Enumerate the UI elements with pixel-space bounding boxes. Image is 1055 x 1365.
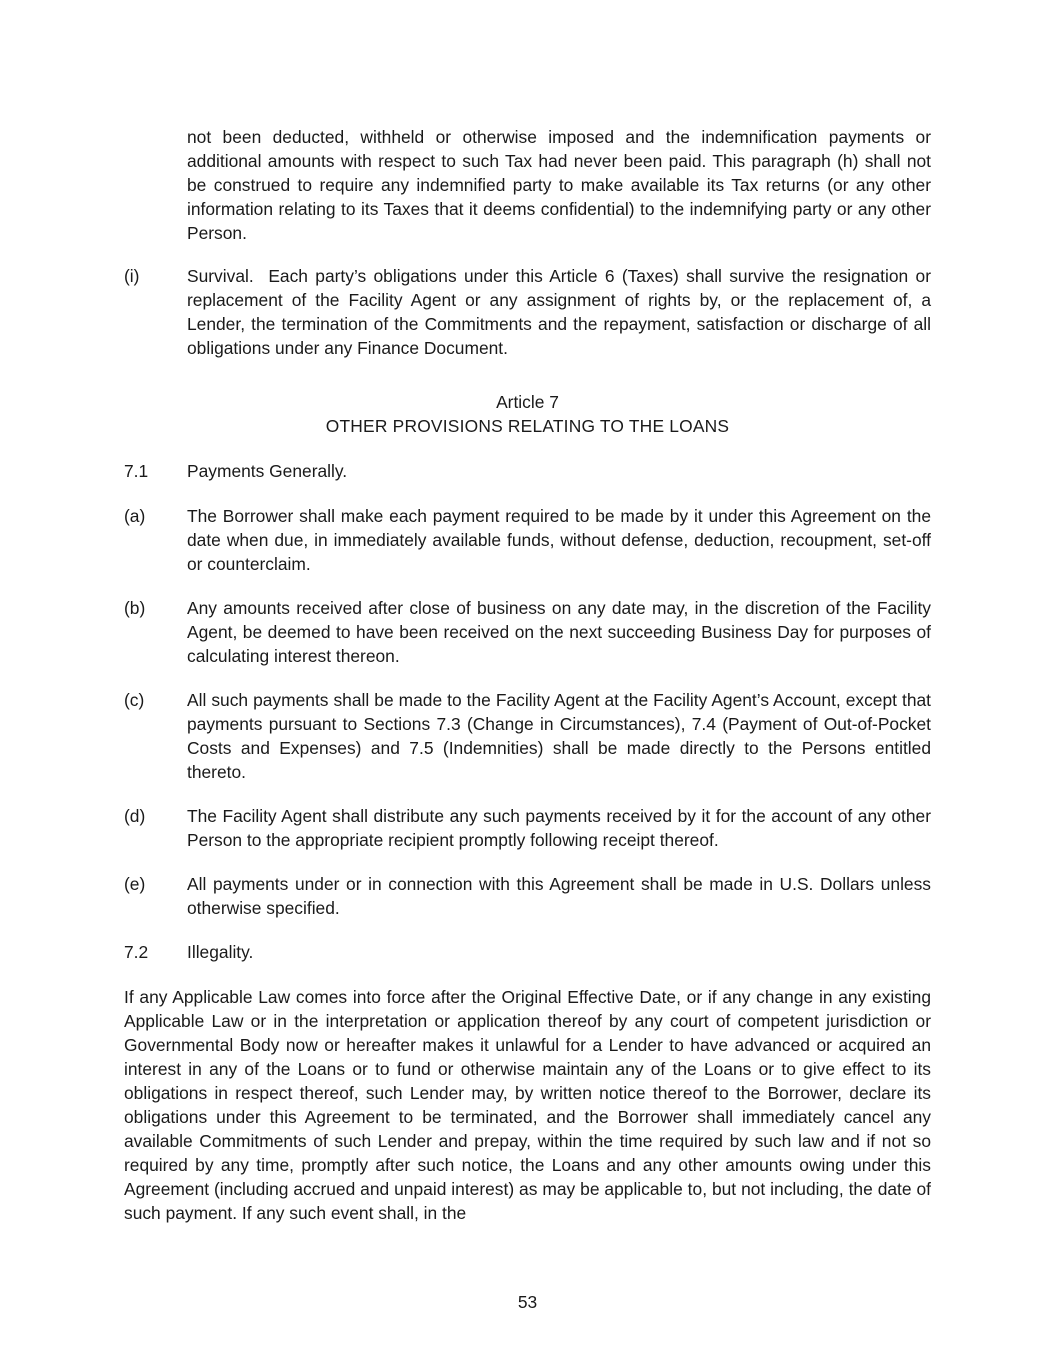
section-7-2-paragraph: If any Applicable Law comes into force after the Original Effective Date, or if any change in any existing Applicable Law or in the interpretation or application thereof by any court of competent jurisdiction or Governmental Body now or hereafter makes it unlawful for a Lender to have advanced or acquired an interest in any of the Loans or to fund or otherwise maintain any of the Loans or to give effect to its obligations in respect thereof, such Lender may, by written notice thereof to the Borrower, declare its obligations under this Agreement to be terminated, and the Borrower shall immediately cancel any available Commitments of such Lender and prepay, within the time required by such law and if not so required by any time, promptly after such notice, the Loans and any other amounts owing under this Agreement (including accrued and unpaid interest) as may be applicable to, but not including, the date of such payment. If any such event shall, in the bbox=[124, 987, 931, 1223]
section-i-label: (i) bbox=[124, 266, 140, 286]
item-a-label: (a) bbox=[124, 506, 146, 526]
section-7-1-heading: Payments Generally. bbox=[187, 461, 348, 481]
section-i-text: Each party’s obligations under this Article 6 (Taxes) shall survive the resignation or replacement of the Facility Agent or any assignment of rights by, or the replacement of, a Lender, the termination of the Commitments and the repayment, satisfaction or discharge of all obligations under any Finance Document. bbox=[187, 266, 931, 358]
item-d-label: (d) bbox=[124, 806, 146, 826]
item-a-text: The Borrower shall make each payment required to be made by it under this Agreement on the date when due, in immediately available funds, without defense, deduction, recoupment, set-off or counterclaim. bbox=[187, 506, 931, 574]
article-number: Article 7 bbox=[496, 392, 559, 412]
article-title: OTHER PROVISIONS RELATING TO THE LOANS bbox=[325, 416, 730, 436]
item-c-label: (c) bbox=[124, 690, 145, 710]
item-b-text: Any amounts received after close of business on any date may, in the discretion of the Facility Agent, be deemed to have been received on the next succeeding Business Day for purposes of calculating interest thereon. bbox=[187, 598, 931, 666]
continuation-paragraph: not been deducted, withheld or otherwise imposed and the indemnification payments or additional amounts with respect to such Tax had never been paid. This paragraph (h) shall not be construed to require any indemnified party to make available its Tax returns (or any other information relating to its Taxes that it deems confidential) to the indemnifying party or any other Person. bbox=[187, 127, 931, 243]
item-d-text: The Facility Agent shall distribute any such payments received by it for the account of any other Person to the appropriate recipient promptly following receipt thereof. bbox=[187, 806, 931, 850]
item-e-label: (e) bbox=[124, 874, 146, 894]
page-number: 53 bbox=[517, 1292, 538, 1313]
section-7-1-number: 7.1 bbox=[124, 461, 149, 481]
section-i-heading: Survival. bbox=[187, 266, 254, 286]
item-e-text: All payments under or in connection with this Agreement shall be made in U.S. Dollars unless otherwise specified. bbox=[187, 874, 931, 918]
section-7-2-heading: Illegality. bbox=[187, 942, 254, 962]
section-7-2-number: 7.2 bbox=[124, 942, 149, 962]
section-i-paragraph bbox=[187, 264, 931, 360]
item-c-text: All such payments shall be made to the Facility Agent at the Facility Agent’s Account, except that payments pursuant to Sections 7.3 (Change in Circumstances), 7.4 (Payment of Out-of-Pocket Costs and Expenses) and 7.5 (Indemnities) shall be made directly to the Persons entitled thereto. bbox=[187, 690, 931, 782]
item-b-label: (b) bbox=[124, 598, 146, 618]
